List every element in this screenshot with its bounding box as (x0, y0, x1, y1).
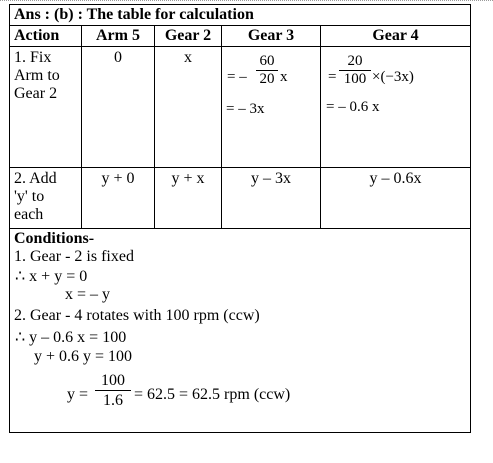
title-divider (10, 25, 470, 26)
conditions-line1: 1. Gear - 2 is fixed (14, 248, 134, 265)
header-action: Action (14, 27, 60, 44)
col-divider-4 (320, 25, 321, 228)
final-result: = 62.5 = 62.5 rpm (ccw) (134, 386, 291, 403)
conditions-line4: 2. Gear - 4 rotates with 100 rpm (ccw) (14, 307, 260, 324)
final-numerator: 100 (95, 371, 131, 391)
row1-gear2: x (184, 49, 192, 66)
row1-gear3-lead: = – (227, 69, 247, 85)
row1-gear4-result: = – 0.6 x (326, 99, 380, 115)
final-lead: y = (67, 386, 89, 403)
final-denominator: 1.6 (103, 392, 123, 409)
row2-action-line2: 'y' to (14, 188, 45, 205)
header-divider (10, 46, 470, 47)
table-title: Ans : (b) : The table for calculation (14, 6, 254, 23)
header-gear3: Gear 3 (247, 27, 295, 44)
row1-gear3-fraction (256, 53, 278, 88)
header-gear4: Gear 4 (372, 27, 419, 44)
header-gear2: Gear 2 (164, 27, 212, 44)
row2-arm5: y + 0 (101, 170, 135, 187)
row1-gear3-tail: x (280, 69, 288, 85)
row1-gear3-denominator: 20 (259, 71, 275, 87)
row2-action-line1: 2. Add (14, 170, 57, 187)
conditions-line5: ∴ y – 0.6 x = 100 (15, 329, 127, 346)
row1-gear4-fraction (339, 53, 371, 88)
row1-arm5: 0 (114, 49, 122, 66)
row2-divider (10, 228, 470, 229)
conditions-heading: Conditions- (14, 230, 95, 247)
conditions-line3: x = – y (65, 286, 111, 303)
row1-gear3-result: = – 3x (226, 101, 265, 117)
row2-gear3: y – 3x (251, 170, 291, 187)
conditions-line2: ∴ x + y = 0 (15, 268, 88, 285)
row1-gear4-denominator: 100 (343, 71, 367, 87)
col-divider-3 (221, 25, 222, 228)
final-fraction (95, 371, 131, 410)
row1-gear3-numerator: 60 (256, 53, 278, 71)
header-arm5: Arm 5 (96, 27, 140, 44)
row2-action-line3: each (14, 206, 44, 223)
row1-gear4-tail: ×(−3x) (372, 69, 414, 85)
conditions-line6: y + 0.6 y = 100 (34, 348, 133, 365)
calculation-table (9, 4, 471, 433)
row1-action-line3: Gear 2 (14, 85, 58, 102)
row1-action-line1: 1. Fix (14, 49, 52, 66)
row1-gear4-lead: = (328, 69, 337, 85)
row1-action-line2: Arm to (14, 67, 60, 84)
row1-divider (10, 167, 470, 168)
row2-gear2: y + x (171, 170, 205, 187)
row2-gear4: y – 0.6x (369, 170, 422, 187)
row1-gear4-numerator: 20 (339, 53, 371, 71)
